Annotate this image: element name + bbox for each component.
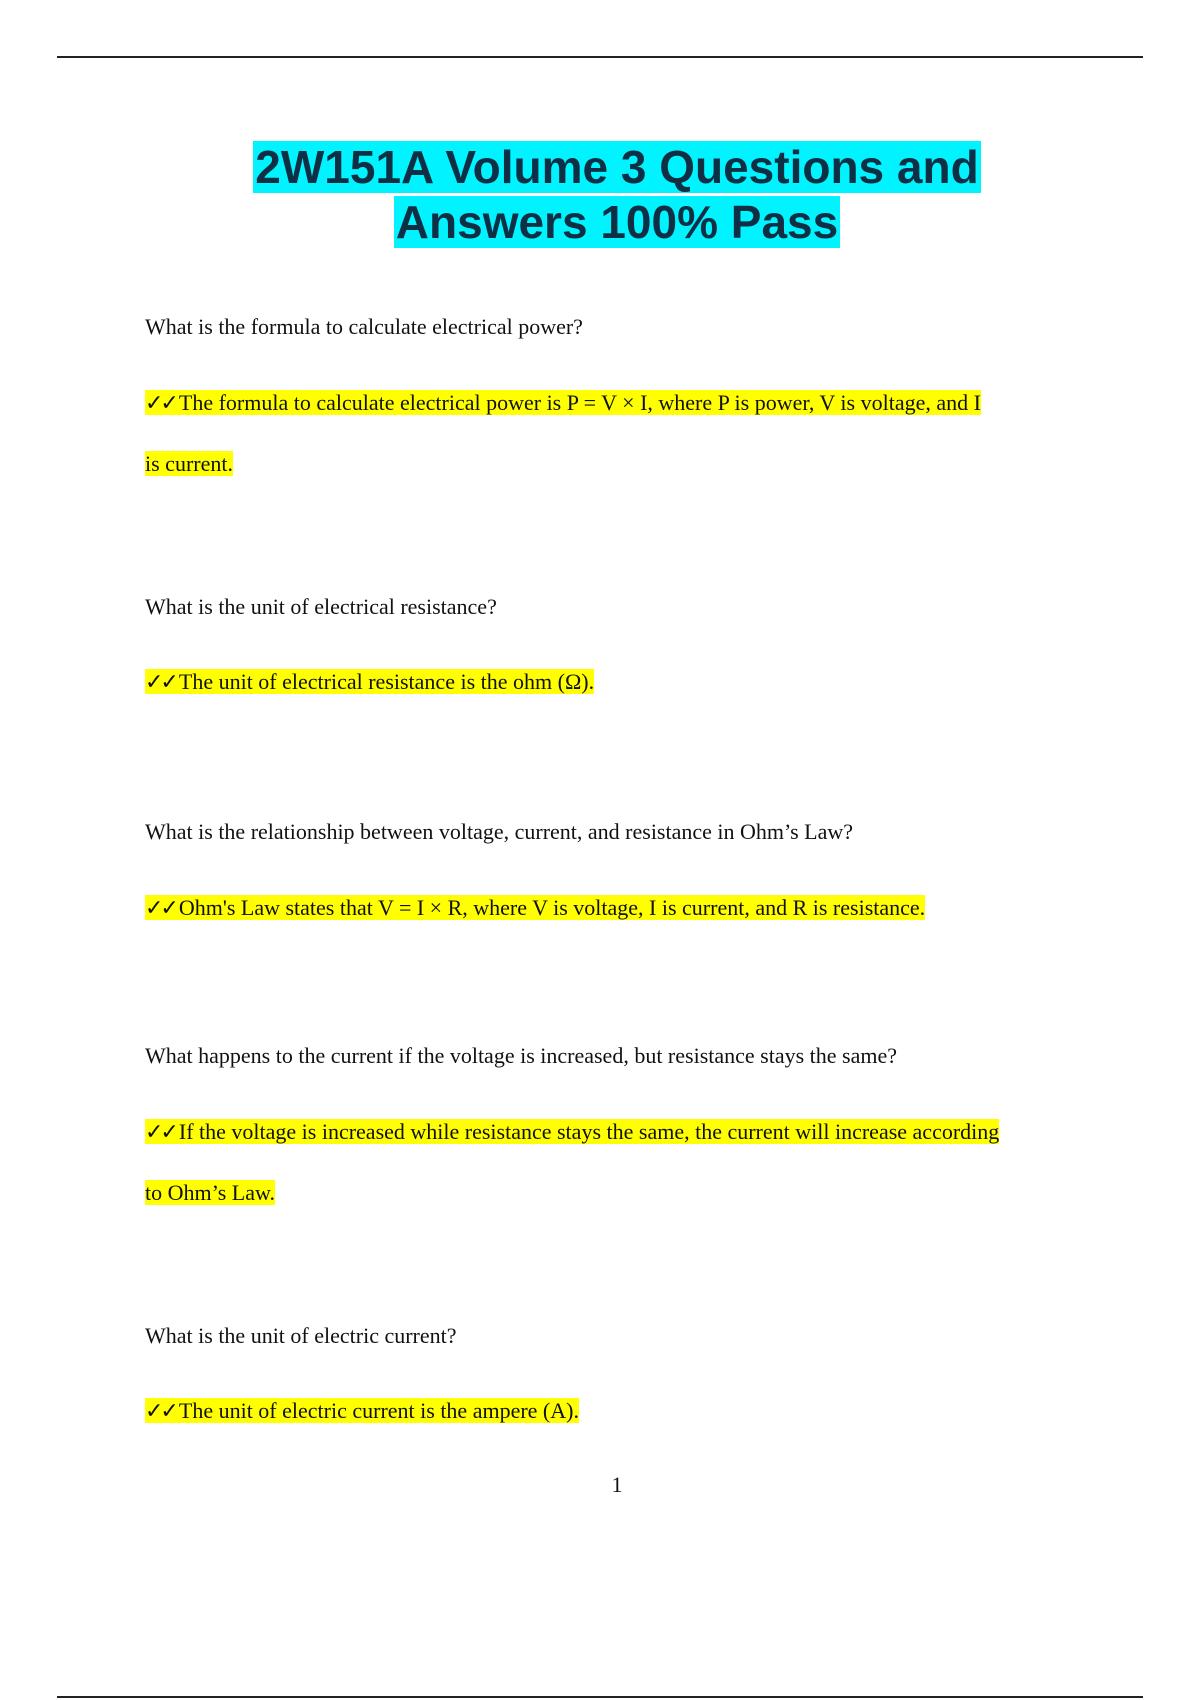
document-title [0,140,1200,250]
answer-5-text: The unit of electric current is the ampere (A). [178,1398,579,1423]
question-5: What is the unit of electric current? [145,1323,457,1348]
answer-1-text: The formula to calculate electrical power is P = V × I, where P is power, V is voltage, and I [178,390,981,415]
answer-1-text-cont: is current. [145,451,233,476]
check-icon: ✓✓ [145,391,176,416]
footer-rule [57,1696,1143,1698]
answer-4-text: If the voltage is increased while resistance stays the same, the current will increase according [178,1119,1000,1144]
answer-1-line-1 [145,372,1095,434]
title-line-2: Answers 100% Pass [395,196,839,248]
answer-3-line-1 [145,877,1095,939]
answer-2-text: The unit of electrical resistance is the ohm (Ω). [178,669,595,694]
check-icon: ✓✓ [145,670,176,695]
answer-1-line-2 [145,433,1095,494]
question-4: What happens to the current if the voltage is increased, but resistance stays the same? [145,1043,898,1068]
question-2: What is the unit of electrical resistance? [145,594,497,619]
question-1: What is the formula to calculate electrical power? [145,314,583,339]
check-icon: ✓✓ [145,1399,176,1424]
question-3: What is the relationship between voltage, current, and resistance in Ohm’s Law? [145,819,854,844]
answer-3-text: Ohm's Law states that V = I × R, where V is voltage, I is current, and R is resistance. [178,895,926,920]
header-rule [57,56,1143,58]
title-line-1: 2W151A Volume 3 Questions and [255,141,979,193]
answer-5-line-1 [145,1380,1095,1442]
answer-4-text-cont: to Ohm’s Law. [145,1180,275,1205]
check-icon: ✓✓ [145,896,176,921]
page-number: 1 [611,1472,623,1497]
answer-4-line-1 [145,1101,1095,1163]
check-icon: ✓✓ [145,1120,176,1145]
answer-4-line-2 [145,1162,1095,1223]
answer-2-line-1 [145,651,1095,713]
